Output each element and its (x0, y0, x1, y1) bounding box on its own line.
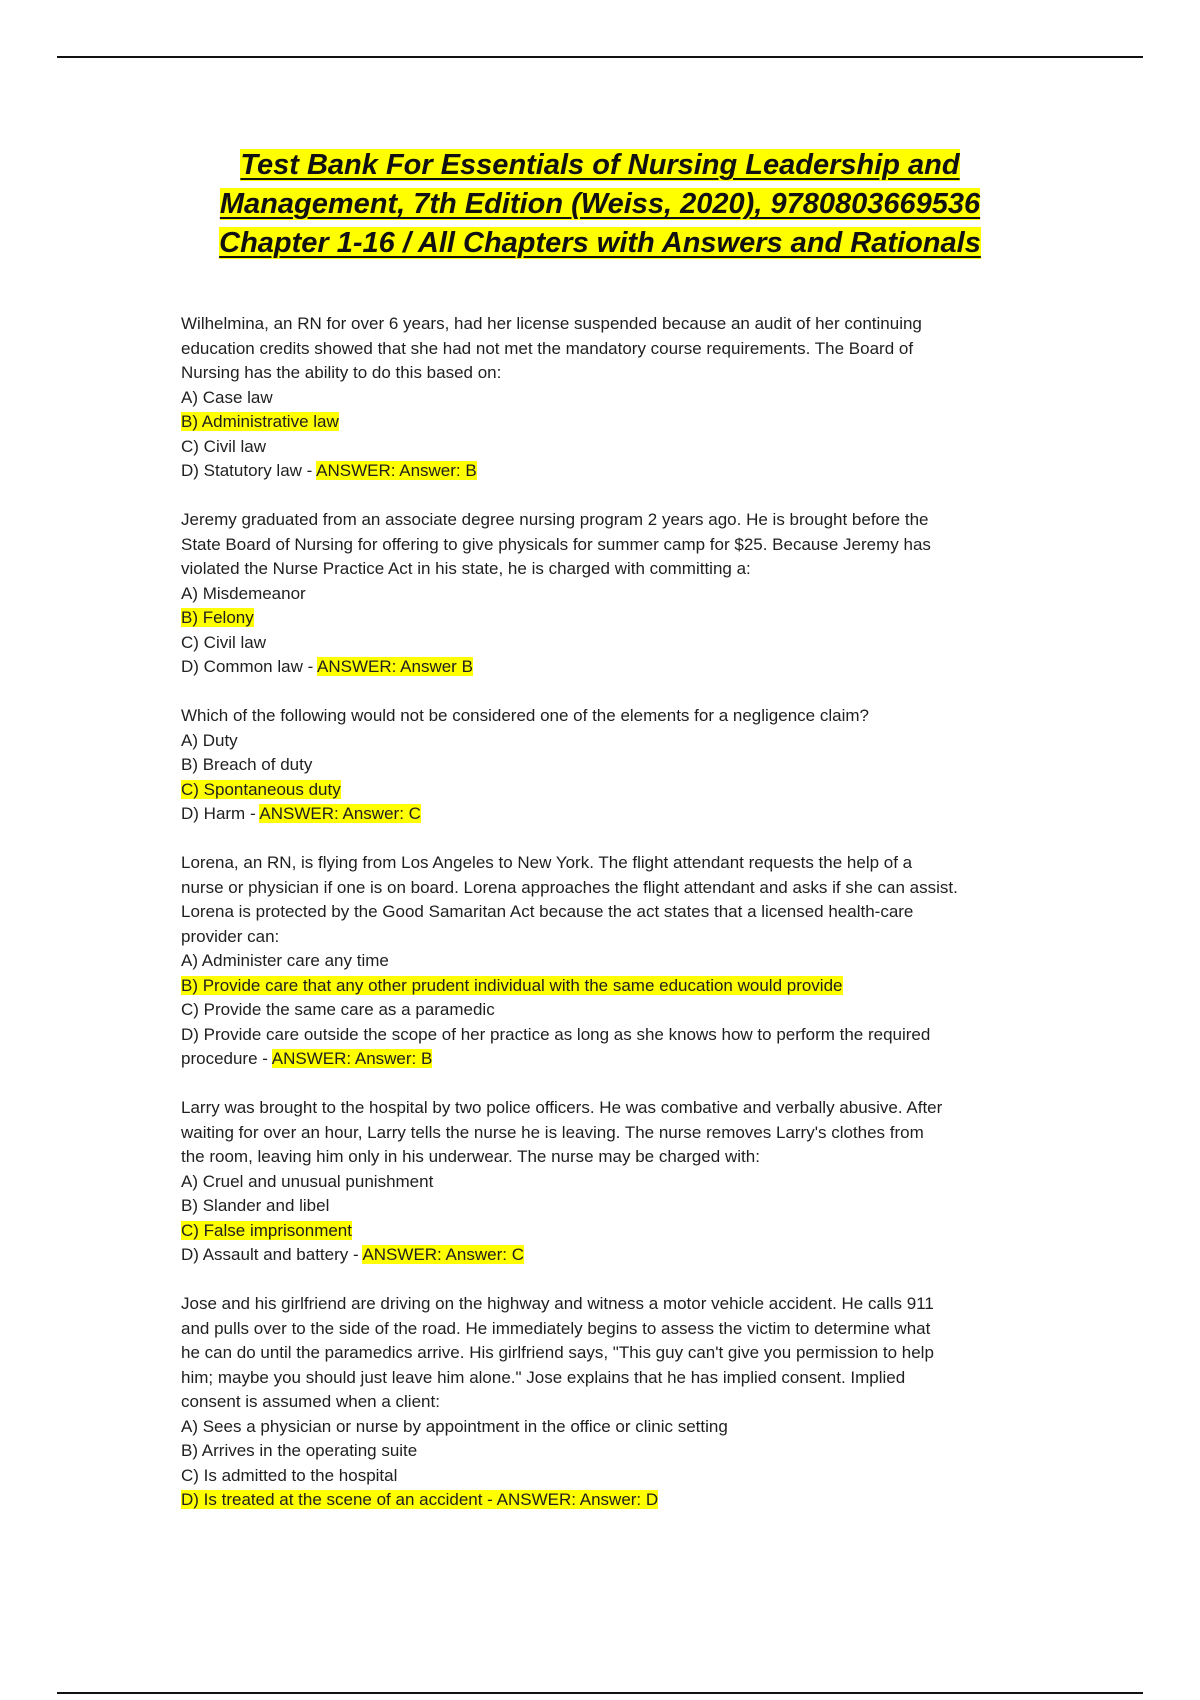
question-4 (181, 851, 1021, 1072)
question-stem-line: the room, leaving him only in his underwear. The nurse may be charged with: (181, 1147, 760, 1166)
question-stem-line: Jeremy graduated from an associate degree nursing program 2 years ago. He is brought before the (181, 510, 929, 529)
question-stem-line: violated the Nurse Practice Act in his state, he is charged with committing a: (181, 559, 751, 578)
option-d: D) Assault and battery - ANSWER: Answer: C (181, 1245, 524, 1264)
question-stem-line: nurse or physician if one is on board. Lorena approaches the flight attendant and asks if she can assist. (181, 877, 958, 897)
question-stem-line: waiting for over an hour, Larry tells the nurse he is leaving. The nurse removes Larry's clothes from (181, 1122, 924, 1142)
answer-key: ANSWER: Answer: B (271, 1049, 433, 1068)
answer-key: ANSWER: Answer B (317, 657, 473, 676)
highlighted-correct-option: B) Felony (181, 608, 254, 627)
question-6 (181, 1292, 1021, 1513)
option-a: A) Sees a physician or nurse by appointment in the office or clinic setting (181, 1416, 728, 1436)
question-stem-line: education credits showed that she had not met the mandatory course requirements. The Board of (181, 338, 914, 358)
highlighted-correct-option: D) Is treated at the scene of an accident - ANSWER: Answer: D (181, 1490, 659, 1509)
answer-key: ANSWER: Answer: C (259, 804, 421, 823)
option-d: D) Common law - ANSWER: Answer B (181, 657, 473, 676)
question-stem-line: Nursing has the ability to do this based on: (181, 363, 502, 382)
option-b: B) Breach of duty (181, 755, 313, 774)
option-c: C) Civil law (181, 632, 266, 652)
option-d: D) Harm - ANSWER: Answer: C (181, 804, 421, 823)
option-a: A) Case law (181, 387, 273, 407)
question-stem-line: Lorena, an RN, is flying from Los Angeles to New York. The flight attendant requests the help of a (181, 853, 913, 872)
question-stem-line: Lorena is protected by the Good Samaritan Act because the act states that a licensed health-care (181, 902, 914, 921)
option-c (181, 1219, 1021, 1244)
option-b: B) Arrives in the operating suite (181, 1441, 418, 1460)
question-stem-line: State Board of Nursing for offering to give physicals for summer camp for $25. Because Jeremy has (181, 534, 931, 554)
option-d: D) Provide care outside the scope of her practice as long as she knows how to perform the required (181, 1024, 931, 1044)
answer-key: ANSWER: Answer: B (316, 461, 477, 480)
option-b (181, 606, 1021, 631)
top-rule (57, 56, 1143, 58)
highlighted-correct-option: B) Provide care that any other prudent individual with the same education would provide (181, 975, 843, 995)
question-5 (181, 1096, 1021, 1268)
question-stem-line: him; maybe you should just leave him alone." Jose explains that he has implied consent. Implied (181, 1367, 906, 1387)
option-c: C) Civil law (181, 436, 266, 456)
option-c (181, 778, 1021, 803)
highlighted-correct-option: C) Spontaneous duty (181, 779, 341, 799)
option-a: A) Administer care any time (181, 951, 389, 970)
document-title (150, 146, 1050, 263)
option-b: B) Slander and libel (181, 1196, 330, 1215)
question-list (181, 312, 1021, 1537)
option-b (181, 974, 1021, 999)
question-stem-line: Larry was brought to the hospital by two police officers. He was combative and verbally abusive. After (181, 1098, 943, 1117)
question-stem-line: he can do until the paramedics arrive. His girlfriend says, "This guy can't give you permission to help (181, 1343, 934, 1362)
question-stem-line: Jose and his girlfriend are driving on the highway and witness a motor vehicle accident. He calls 911 (181, 1294, 934, 1313)
option-c: C) Is admitted to the hospital (181, 1465, 398, 1485)
option-a: A) Cruel and unusual punishment (181, 1171, 434, 1191)
answer-key: ANSWER: Answer: D (496, 1490, 659, 1509)
title-line: Test Bank For Essentials of Nursing Leadership and (240, 149, 960, 181)
option-d: D) Statutory law - ANSWER: Answer: B (181, 461, 477, 480)
question-stem-line: consent is assumed when a client: (181, 1392, 440, 1411)
highlighted-correct-option: B) Administrative law (181, 412, 339, 431)
question-stem-line: Wilhelmina, an RN for over 6 years, had her license suspended because an audit of her continuing (181, 314, 922, 333)
question-stem-line: and pulls over to the side of the road. He immediately begins to assess the victim to determine what (181, 1318, 931, 1338)
question-stem-line: provider can: (181, 926, 280, 946)
title-line: Chapter 1-16 / All Chapters with Answers and Rationals (219, 227, 981, 259)
question-3 (181, 704, 1021, 827)
option-a: A) Misdemeanor (181, 583, 306, 603)
highlighted-correct-option: C) False imprisonment (181, 1220, 352, 1240)
option-d-continued: procedure - ANSWER: Answer: B (181, 1049, 433, 1068)
option-d (181, 1488, 1021, 1513)
option-b (181, 410, 1021, 435)
question-2 (181, 508, 1021, 680)
answer-key: ANSWER: Answer: C (362, 1245, 524, 1264)
question-1 (181, 312, 1021, 484)
option-a: A) Duty (181, 730, 238, 750)
title-line: Management, 7th Edition (Weiss, 2020), 9780803669536 (219, 188, 981, 220)
option-c: C) Provide the same care as a paramedic (181, 1000, 495, 1019)
bottom-rule (57, 1692, 1143, 1694)
question-stem-line: Which of the following would not be considered one of the elements for a negligence claim? (181, 706, 869, 725)
